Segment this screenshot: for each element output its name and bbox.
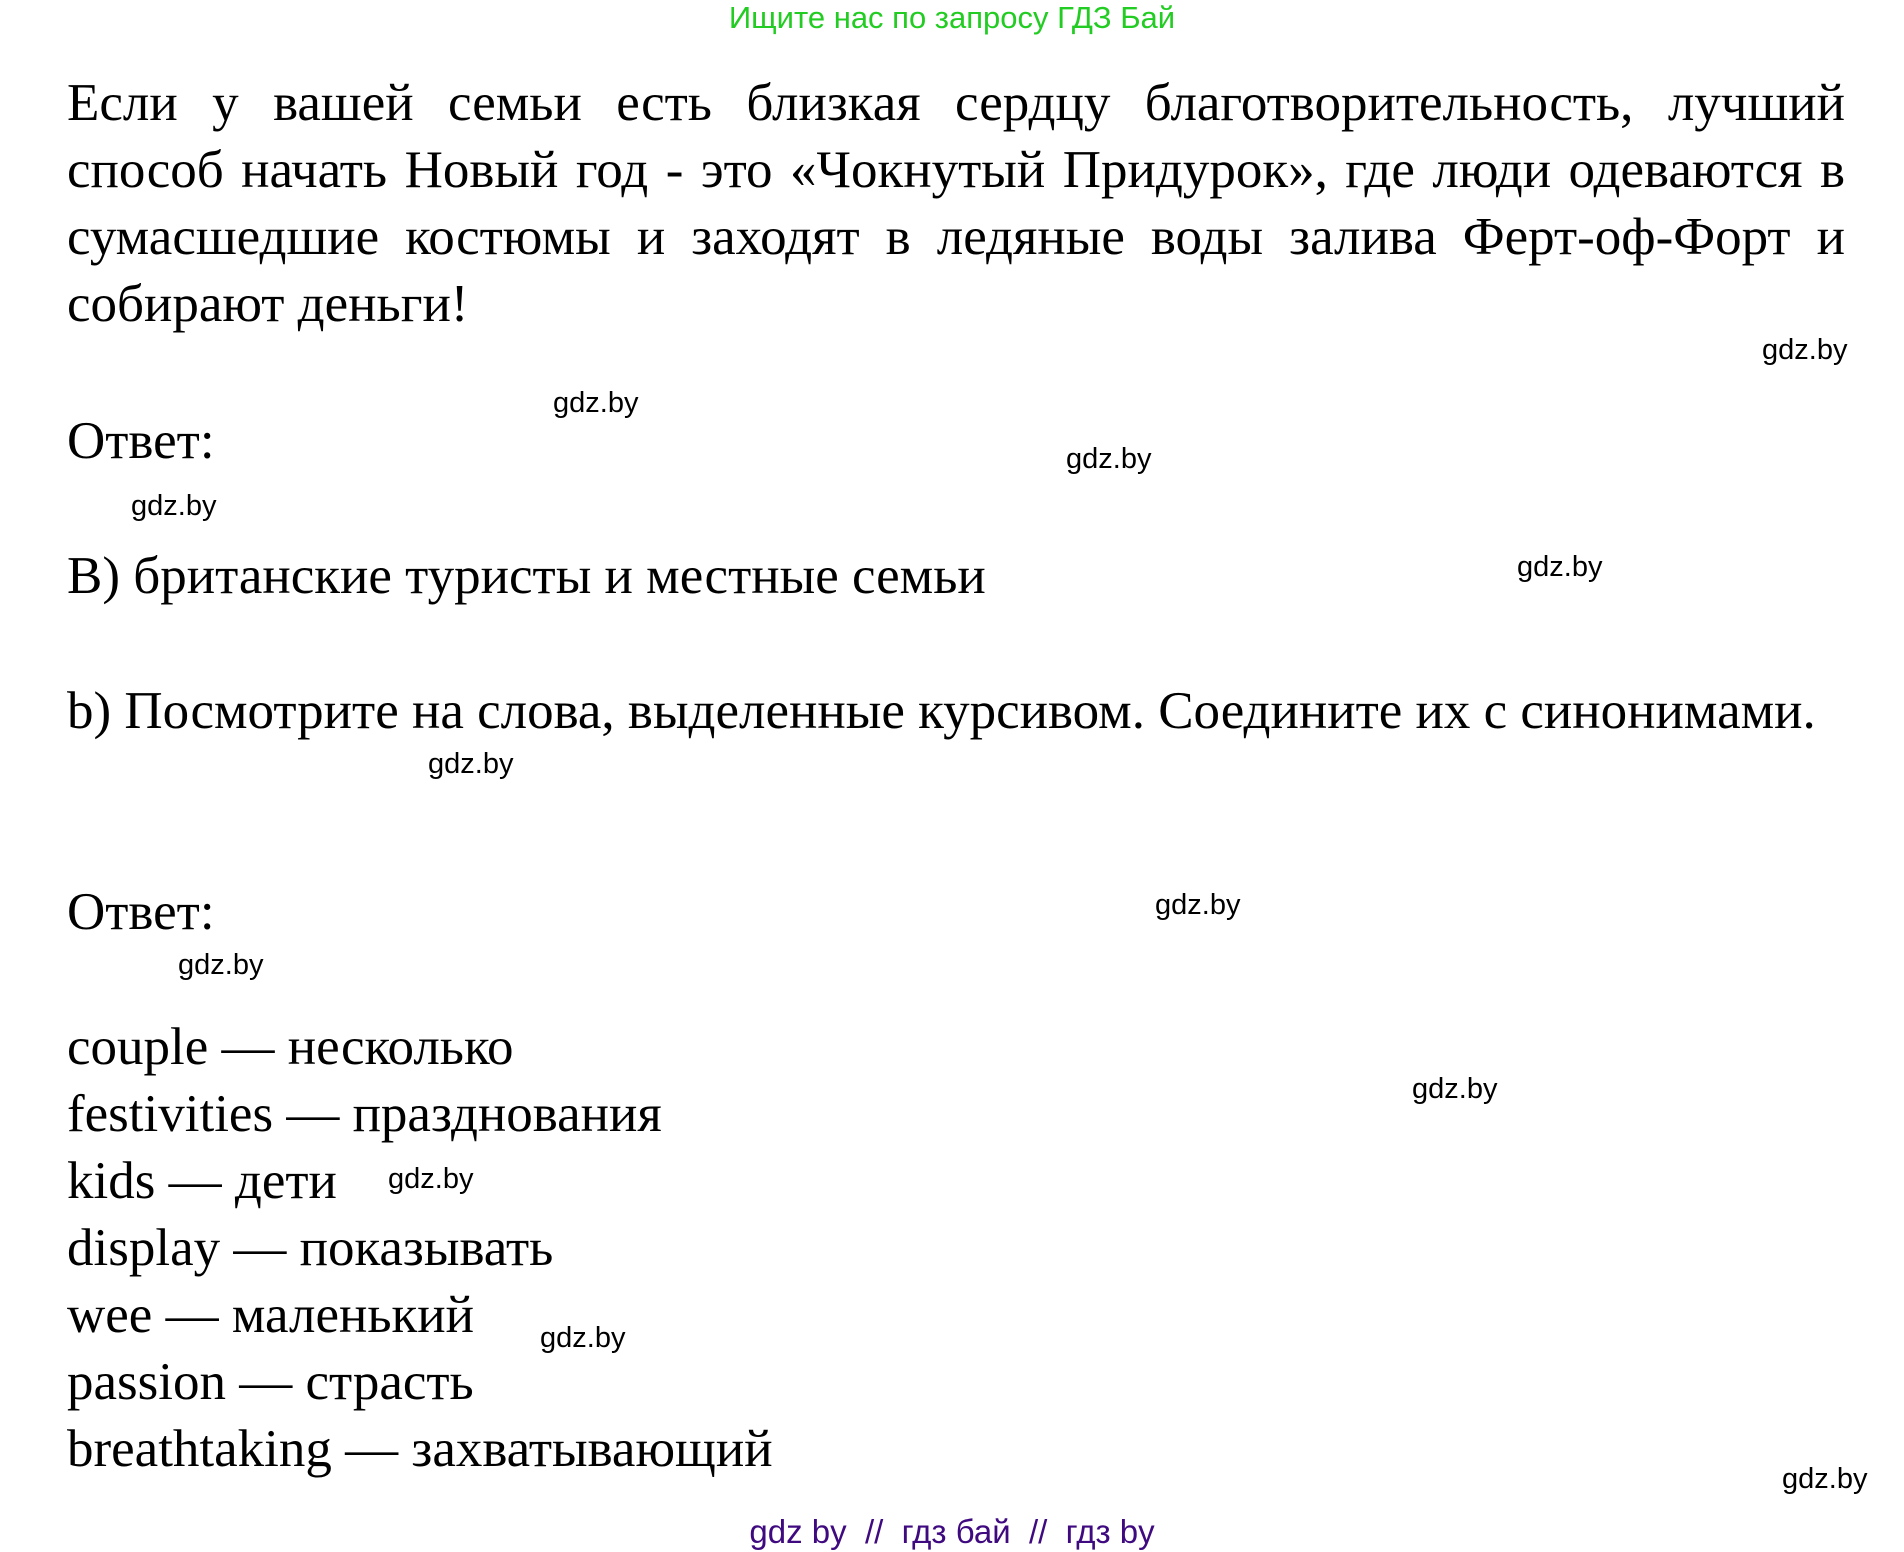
list-item: wee — маленький [67,1286,474,1344]
watermark: gdz.by [1155,889,1241,921]
watermark: gdz.by [178,949,264,981]
task-text: Если у вашей семьи есть близкая сердцу благотворительность, лучший способ начать Новый год - это «Чокнутый Придурок», где люди одеваются в сумасшедшие костюмы и заходят в ледяные воды залива Ферт-оф-Форт и собирают деньги! [67,74,1845,333]
answer-text: B) британские туристы и местные семьи [67,547,986,605]
watermark: gdz.by [540,1322,626,1354]
watermark: gdz.by [1066,443,1152,475]
list-item: passion — страсть [67,1353,474,1411]
list-item: display — показывать [67,1219,554,1277]
search-hint-banner: Ищите нас по запросу ГДЗ Бай [728,0,1176,35]
list-item: festivities — празднования [67,1085,662,1143]
task-b-instruction: b) Посмотрите на слова, выделенные курсивом. Соедините их с синонимами. [67,682,1816,740]
list-item: breathtaking — захватывающий [67,1420,773,1478]
synonym-list [67,1014,773,1483]
watermark: gdz.by [428,748,514,780]
list-item: kids — дети [67,1152,337,1210]
answer-label: Ответ: [67,412,215,470]
watermark: gdz.by [131,490,217,522]
watermark: gdz.by [1782,1463,1868,1495]
list-item: couple — несколько [67,1018,514,1076]
answer-label-b: Ответ: [67,883,215,941]
footer-links: gdz by // гдз бай // гдз by [749,1513,1155,1550]
watermark: gdz.by [1762,334,1848,366]
watermark: gdz.by [553,387,639,419]
watermark: gdz.by [1412,1073,1498,1105]
watermark: gdz.by [388,1163,474,1195]
watermark: gdz.by [1517,551,1603,583]
